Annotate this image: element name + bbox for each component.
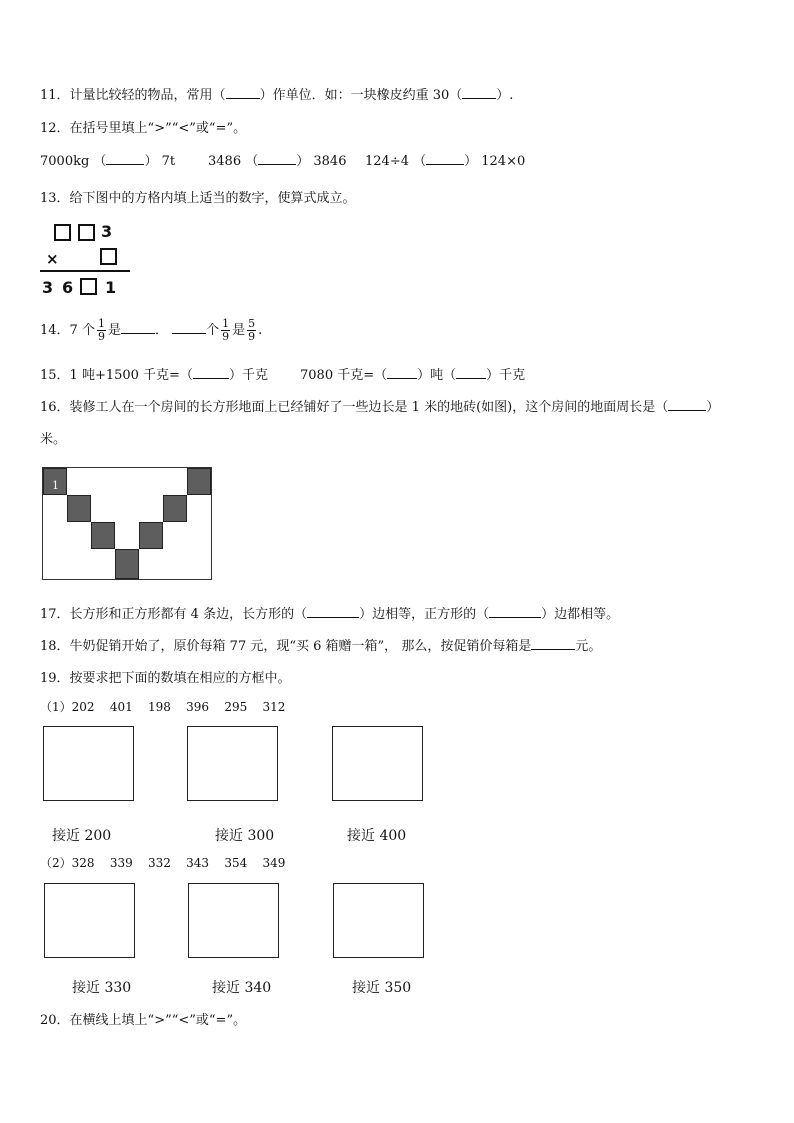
floor-tile [91,522,115,549]
question-text: ）千克 [486,368,526,383]
question-number: 13． [40,191,70,206]
question-number: 20． [40,1013,70,1028]
fraction [221,318,230,343]
question-number: 14． [40,323,70,338]
box-label: 接近 330 [72,980,132,996]
floor-tile [43,468,67,495]
numerator: 1 [97,317,105,330]
question-text: ）边相等，正方形的（ [359,607,490,622]
question-11 [40,84,513,103]
question-text: ） [706,400,720,415]
floor-tile [163,495,187,522]
question-text: 装修工人在一个房间的长方形地面上已经铺好了一些边长是 1 米的地砖(如图)，这个房间的地面周长是（ [69,400,669,415]
number-item: 332 [147,856,171,870]
floor-tile [67,495,91,522]
sub-label: （2） [40,856,72,870]
number-item: 202 [71,700,95,714]
question-text: 是 [232,323,246,338]
number-item: 295 [224,700,248,714]
question-text: 按要求把下面的数填在相应的方框中。 [69,671,291,686]
answer-blank[interactable] [426,152,464,165]
question-15 [40,364,268,383]
comparison-item: 124÷4 （ ） 124×0 [365,154,526,169]
number-item: 343 [186,856,210,870]
digit: 1 [105,278,117,297]
question-16 [40,396,719,415]
question-text: 米。 [40,432,67,447]
digit: 3 [101,222,113,241]
box-label: 接近 400 [347,828,407,844]
box-label: 接近 340 [212,980,272,996]
question-number: 11． [40,88,70,103]
box-label: 接近 300 [215,828,275,844]
question-18 [40,635,601,654]
numerator: 5 [248,317,256,330]
question-number: 17． [40,607,70,622]
digit: 3 [42,278,54,297]
comparison-item: 7000kg （ ） 7t [40,154,176,169]
question-number: 16． [40,400,70,415]
comparison-right: 3846 [313,154,347,169]
number-item: 396 [186,700,210,714]
question-number: 18． [40,639,70,654]
denominator: 9 [248,330,256,343]
answer-blank[interactable] [387,366,417,379]
question-19 [40,667,291,686]
question-16-line2 [40,428,66,447]
denominator: 9 [97,330,105,343]
question-text: 在横线上填上“>”“<”或“=”。 [69,1013,247,1028]
number-item: 312 [262,700,286,714]
answer-blank[interactable] [193,366,229,379]
answer-box[interactable] [188,883,279,958]
question-number: 19． [40,671,70,686]
number-item: 328 [71,856,95,870]
question-14: 14．7 个 $\frac{1}{9}$ 是 ． 个 $\frac{1}{9}$ 是 $\frac{5}{9}$ . [40,317,263,343]
question-text: ）千克 [228,368,268,383]
answer-blank[interactable] [258,152,296,165]
box-label: 接近 350 [352,980,412,996]
comparison-right: 7t [161,154,176,169]
digit: 6 [62,278,74,297]
question-text: 给下图中的方格内填上适当的数字，使算式成立。 [69,191,356,206]
question-text: 个 [206,323,220,338]
answer-box[interactable] [44,883,135,958]
answer-box[interactable] [43,726,134,801]
question-text: 7080 千克=（ [300,368,388,383]
question-20 [40,1009,246,1028]
fraction [97,318,106,343]
box-label: 接近 200 [52,828,112,844]
digit-box[interactable] [80,278,97,295]
question-12 [40,117,246,136]
number-list-2 [40,854,285,871]
number-item: 349 [262,856,286,870]
question-text: ）作单位．如：一块橡皮约重 30（ [259,88,463,103]
answer-blank[interactable] [226,86,260,99]
tile-label: 1 [52,479,59,492]
answer-blank[interactable] [106,152,144,165]
question-text: 1 吨+1500 千克=（ [69,368,193,383]
answer-box[interactable] [333,883,424,958]
question-text: 牛奶促销开始了，原价每箱 77 元，现“买 6 箱赠一箱”， 那么，按促销价每箱是 [69,639,532,654]
question-17 [40,603,619,622]
comparison-left: 7000kg [40,154,90,169]
question-text: ）边都相等。 [541,607,620,622]
question-15-part-b [300,364,525,383]
question-text: 在括号里填上“>”“<”或“=”。 [69,121,247,136]
question-text: 是 [107,323,121,338]
number-item: 401 [109,700,133,714]
comparison-item: 3486 （ ） 3846 [208,154,347,169]
floor-tile [139,522,163,549]
answer-blank[interactable] [668,398,706,411]
question-number: 15． [40,368,70,383]
number-list-1 [40,698,285,715]
answer-blank[interactable] [307,605,359,618]
times-sign: × [46,250,59,268]
fraction [247,318,256,343]
answer-box[interactable] [187,726,278,801]
denominator: 9 [222,330,230,343]
number-item: 198 [147,700,171,714]
question-text: ）. [496,88,514,103]
question-text: 长方形和正方形都有 4 条边，长方形的（ [69,607,308,622]
digit-box[interactable] [100,248,117,265]
answer-blank[interactable] [489,605,541,618]
answer-blank[interactable] [121,321,155,334]
digit-box[interactable] [78,224,95,241]
question-text: ）吨（ [417,368,457,383]
comparison-right: 124×0 [481,154,526,169]
answer-blank[interactable] [531,637,575,650]
question-text: 7 个 [69,323,95,338]
comparison-left: 3486 [208,154,242,169]
answer-blank[interactable] [456,366,486,379]
sub-label: （1） [40,700,72,714]
number-item: 354 [224,856,248,870]
answer-blank[interactable] [172,321,206,334]
numerator: 1 [222,317,230,330]
question-text: 元。 [575,639,602,654]
floor-diagram [42,467,212,580]
question-13 [40,187,356,206]
answer-blank[interactable] [462,86,496,99]
question-number: 12． [40,121,70,136]
question-text: 计量比较轻的物品，常用（ [69,88,226,103]
number-item: 339 [109,856,133,870]
answer-box[interactable] [332,726,423,801]
floor-tile [187,468,211,495]
divider-line [40,270,130,272]
digit-box[interactable] [54,224,71,241]
floor-tile [115,549,139,579]
comparison-left: 124÷4 [365,154,409,169]
